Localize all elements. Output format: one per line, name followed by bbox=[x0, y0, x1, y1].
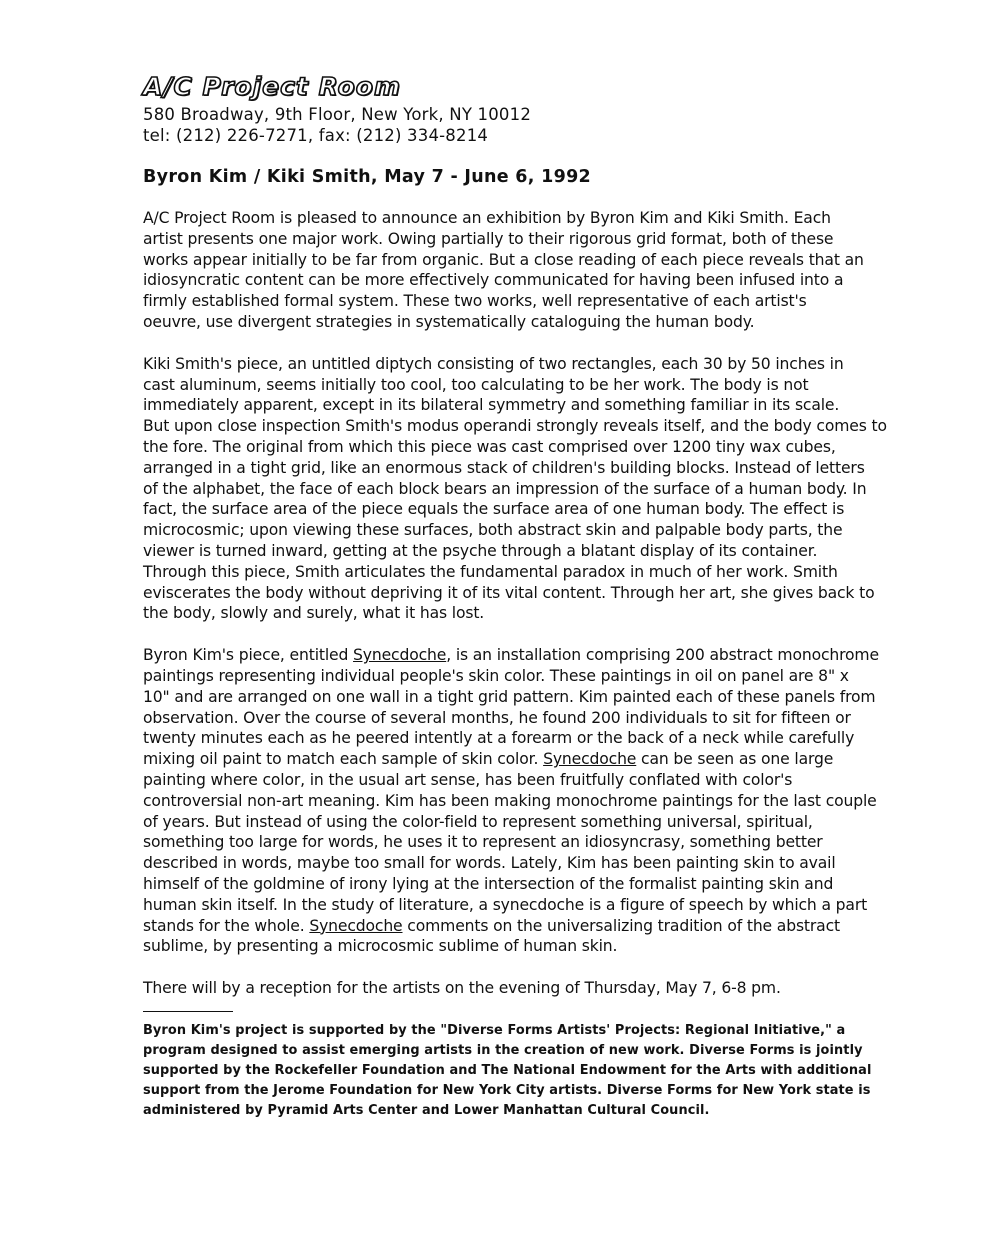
text-line bbox=[143, 916, 923, 937]
text-line: idiosyncratic content can be more effectively communicated for having been infused into a bbox=[143, 271, 844, 290]
text-segment: can be seen as one large bbox=[636, 750, 834, 769]
text-line: observation. Over the course of several months, he found 200 individuals to sit for fifteen or bbox=[143, 708, 851, 727]
text-segment: stands for the whole. bbox=[143, 916, 310, 935]
footnote-line: support from the Jerome Foundation for New York City artists. Diverse Forms for New York state is bbox=[143, 1082, 871, 1098]
gallery-logo: A/C Project Room bbox=[143, 72, 401, 101]
footnote-line: supported by the Rockefeller Foundation and The National Endowment for the Arts with additional bbox=[143, 1062, 872, 1078]
text-line bbox=[143, 645, 923, 666]
text-line: twenty minutes each as he peered intently at a forearm or the back of a neck while carefully bbox=[143, 729, 855, 748]
text-line: microcosmic; upon viewing these surfaces, both abstract skin and palpable body parts, the bbox=[143, 521, 843, 540]
artwork-title: Synecdoche bbox=[543, 750, 637, 769]
text-segment: comments on the universalizing tradition of the abstract bbox=[402, 916, 840, 935]
text-line: something too large for words, he uses it to represent an idiosyncrasy, something better bbox=[143, 833, 823, 852]
text-line: of the alphabet, the face of each block bears an impression of the surface of a human body. In bbox=[143, 479, 867, 498]
text-line bbox=[143, 749, 923, 770]
footnote-line: Byron Kim's project is supported by the "Diverse Forms Artists' Projects: Regional Initiative," a bbox=[143, 1022, 846, 1038]
text-line: cast aluminum, seems initially too cool, too calculating to be her work. The body is not bbox=[143, 375, 809, 394]
text-line: paintings representing individual people's skin color. These paintings in oil on panel are 8" x bbox=[143, 666, 849, 685]
footnote-divider bbox=[143, 1011, 233, 1012]
text-line: the fore. The original from which this piece was cast comprised over 1200 tiny wax cubes, bbox=[143, 437, 836, 456]
text-line: human skin itself. In the study of literature, a synecdoche is a figure of speech by which a part bbox=[143, 895, 868, 914]
paragraph-intro bbox=[143, 208, 923, 333]
footnote bbox=[143, 1021, 923, 1121]
paragraph-byron-kim bbox=[143, 645, 923, 957]
text-line: firmly established formal system. These two works, well representative of each artist's bbox=[143, 292, 807, 311]
text-line: himself of the goldmine of irony lying at the intersection of the formalist painting skin and bbox=[143, 874, 834, 893]
text-segment: mixing oil paint to match each sample of skin color. bbox=[143, 750, 544, 769]
text-line: viewer is turned inward, getting at the psyche through a blatant display of its container. bbox=[143, 541, 818, 560]
gallery-address: 580 Broadway, 9th Floor, New York, NY 10012 bbox=[143, 105, 532, 124]
text-line: A/C Project Room is pleased to announce an exhibition by Byron Kim and Kiki Smith. Each bbox=[143, 209, 831, 227]
text-line: artist presents one major work. Owing partially to their rigorous grid format, both of these bbox=[143, 229, 834, 248]
text-line: described in words, maybe too small for words. Lately, Kim has been painting skin to avail bbox=[143, 854, 836, 873]
artwork-title: Synecdoche bbox=[353, 646, 447, 665]
text-line: fact, the surface area of the piece equals the surface area of one human body. The effect is bbox=[143, 500, 845, 519]
text-line: But upon close inspection Smith's modus operandi strongly reveals itself, and the body comes to bbox=[143, 417, 887, 436]
paragraph-reception bbox=[143, 978, 923, 999]
text-line: the body, slowly and surely, what it has lost. bbox=[143, 604, 485, 623]
text-line: immediately apparent, except in its bilateral symmetry and something familiar in its scale. bbox=[143, 396, 840, 415]
text-line: painting where color, in the usual art sense, has been fruitfully conflated with color's bbox=[143, 770, 793, 789]
text-line: eviscerates the body without depriving it of its vital content. Through her art, she gives back to bbox=[143, 583, 875, 602]
text-line: of years. But instead of using the color-field to represent something universal, spiritual, bbox=[143, 812, 813, 831]
footnote-line: administered by Pyramid Arts Center and Lower Manhattan Cultural Council. bbox=[143, 1102, 710, 1118]
text-line: There will by a reception for the artists on the evening of Thursday, May 7, 6-8 pm. bbox=[143, 979, 781, 998]
artwork-title: Synecdoche bbox=[309, 916, 403, 935]
exhibition-heading: Byron Kim / Kiki Smith, May 7 - June 6, 1992 bbox=[143, 167, 592, 187]
text-line: sublime, by presenting a microcosmic sublime of human skin. bbox=[143, 937, 618, 956]
letterhead-contact bbox=[143, 104, 923, 146]
paragraph-kiki-smith bbox=[143, 354, 923, 624]
text-line: controversial non-art meaning. Kim has been making monochrome paintings for the last couple bbox=[143, 791, 877, 810]
text-line: Kiki Smith's piece, an untitled diptych consisting of two rectangles, each 30 by 50 inches in bbox=[143, 354, 844, 373]
text-segment: , is an installation comprising 200 abstract monochrome bbox=[446, 646, 879, 665]
text-line: 10" and are arranged on one wall in a tight grid pattern. Kim painted each of these panels from bbox=[143, 687, 876, 706]
press-release bbox=[143, 72, 923, 1121]
text-line: oeuvre, use divergent strategies in systematically cataloguing the human body. bbox=[143, 312, 755, 331]
text-line: works appear initially to be far from organic. But a close reading of each piece reveals that an bbox=[143, 250, 864, 269]
text-line: arranged in a tight grid, like an enormous stack of children's building blocks. Instead of letters bbox=[143, 458, 865, 477]
text-segment: Byron Kim's piece, entitled bbox=[143, 646, 354, 665]
text-line: Through this piece, Smith articulates the fundamental paradox in much of her work. Smith bbox=[143, 562, 838, 581]
footnote-line: program designed to assist emerging artists in the creation of new work. Diverse Forms is jointly bbox=[143, 1042, 863, 1058]
gallery-phone-fax: tel: (212) 226-7271, fax: (212) 334-8214 bbox=[143, 126, 489, 145]
